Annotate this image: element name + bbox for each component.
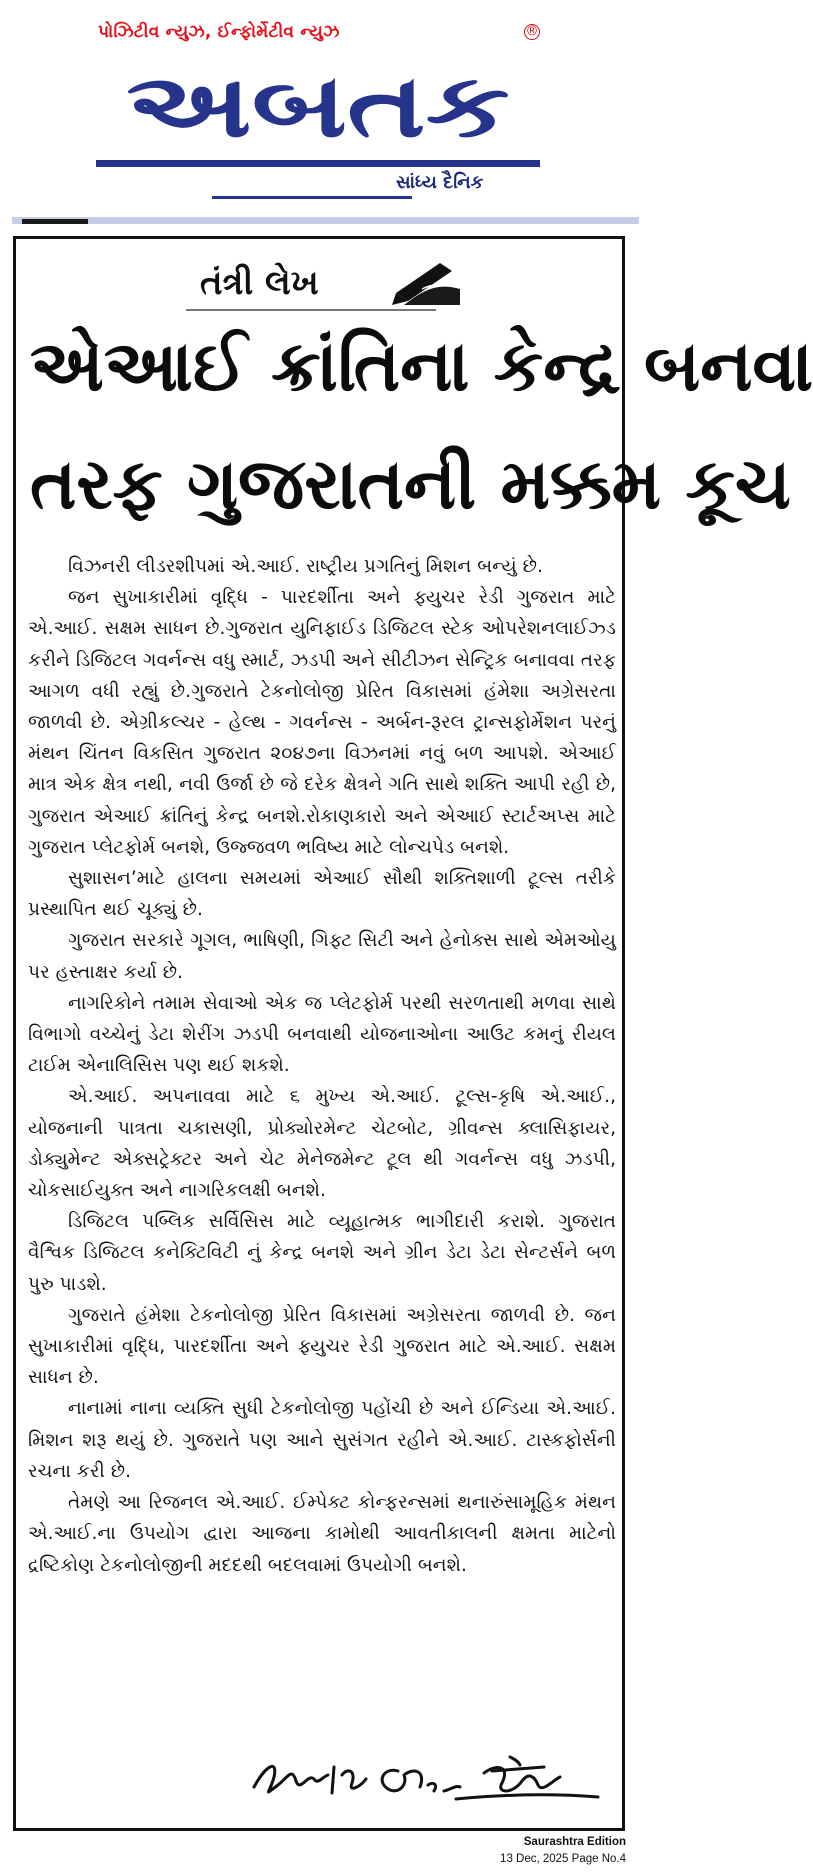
brand-logo: [96, 50, 540, 168]
header-divider-accent: [22, 219, 88, 224]
header-divider: [12, 217, 639, 224]
paragraph: એ.આઈ. અપનાવવા માટે ૬ મુખ્ય એ.આઈ. ટૂલ્સ-કૃષિ એ.આઈ., યોજનાની પાત્રતા ચકાસણી, પ્રોક્યોરમેન્ટ ચેટબોટ, ગ્રીવન્સ ક્લાસિફાયર, ડોક્યુમેન્ટ એક્સટ્રેક્ટર અને ચેટ મેનેજમેન્ટ ટૂલ થી ગવર્નન્સ વધુ ઝડપી, ચોકસાઈયુક્ત અને નાગરિકલક્ષી બનશે.: [28, 1086, 616, 1202]
logo-underline: [96, 160, 540, 167]
paragraph: તેમણે આ રિજનલ એ.આઈ. ઈમ્પેક્ટ કોન્ફરન્સમાં થનારુંસામૂહિક મંથન એ.આઈ.ના ઉપયોગ દ્વારા આજના કામોથી આવતીકાલની ક્ષમતા માટેનો દ્રષ્ટિકોણ ટેકનોલોજીની મદદથી બદલવામાં ઉપયોગી બનશે.: [28, 1492, 616, 1576]
edition-info: [500, 1834, 626, 1868]
masthead: [0, 0, 639, 215]
section-tag-underline: [186, 309, 436, 311]
edition-name: Saurashtra Edition: [523, 1836, 626, 1848]
paragraph: ગુજરાત સરકારે ગૂગલ, ભાષિણી, ગિફ્ટ સિટી અને હેનોક્સ સાથે એમઓયુ પર હસ્તાક્ષર કર્યા છે.: [28, 930, 616, 983]
headline-line-1: એઆઈ ક્રાંતિના કેન્દ્ર બનવા: [30, 325, 813, 407]
edition-type-label: સાંધ્ય દૈનિક: [396, 172, 484, 193]
paragraph: જન સુખાકારીમાં વૃદ્ધિ - પારદર્શીતા અને ફ્યુચર રેડી ગુજરાત માટે એ.આઈ. સક્ષમ સાધન છે.ગુજરાત યુનિફાઈડ ડિજિટલ સ્ટેક ઓપરેશનલાઈઝ્ડ કરીને ડિજિટલ ગવર્નન્સ વધુ સ્માર્ટ, ઝડપી અને સીટીઝન સેન્ટ્રિક બનાવવા તરફ આગળ વધી રહ્યું છે.ગુજરાતે ટેકનોલોજી પ્રેરિત વિકાસમાં હંમેશા અગ્રેસરતા જાળવી છે. એગ્રીકલ્ચર - હેલ્થ - ગવર્નન્સ - અર્બન-રૂરલ ટ્રાન્સફોર્મેશન પરનું મંથન ચિંતન વિકસિત ગુજરાત ૨૦૪૭ના વિઝનમાં નવું બળ આપશે. એઆઈ માત્ર એક ક્ષેત્ર નથી, નવી ઉર્જા છે જે દરેક ક્ષેત્રને ગતિ સાથે શક્તિ આપી રહી છે, ગુજરાત એઆઈ ક્રાંતિનું કેન્દ્ર બનશે.રોકાણકારો અને એઆઈ સ્ટાર્ટઅપ્સ માટે ગુજરાત પ્લેટફોર્મ બનશે, ઉજ્જવળ ભવિષ્ય માટે લોન્ચપેડ બનશે.: [28, 587, 616, 858]
paragraph: સુશાસન’માટે હાલના સમયમાં એઆઈ સૌથી શક્તિશાળી ટૂલ્સ તરીકે પ્રસ્થાપિત થઈ ચૂક્યું છે.: [28, 868, 616, 921]
article-body: [28, 551, 616, 1581]
paragraph: ડિજિટલ પબ્લિક સર્વિસિસ માટે વ્યૂહાત્મક ભાગીદારી કરાશે. ગુજરાત વૈશ્વિક ડિજિટલ કનેક્ટિવિટી નું કેન્દ્ર બનશે અને ગ્રીન ડેટા ડેટા સેન્ટર્સને બળ પુરુ પાડશે.: [28, 1211, 616, 1295]
paragraph: નાગરિકોને તમામ સેવાઓ એક જ પ્લેટફોર્મ પરથી સરળતાથી મળવા સાથે વિભાગો વચ્ચેનું ડેટા શેરીંગ ઝડપી બનવાથી યોજનાઓના આઉટ કમનું રીયલ ટાઈમ એનાલિસિસ પણ થઈ શકશે.: [28, 992, 616, 1077]
paragraph: વિઝનરી લીડરશીપમાં એ.આઈ. રાષ્ટ્રીય પ્રગતિનું મિશન બન્યું છે.: [68, 556, 543, 577]
evening-label-rule: [212, 196, 412, 199]
paragraph: નાનામાં નાના વ્યક્તિ સુધી ટેકનોલોજી પહોંચી છે અને ઈન્ડિયા એ.આઈ. મિશન શરૂ થયું છે. ગુજરાતે પણ આને સુસંગત રહીને એ.આઈ. ટાસ્કફોર્સની રચના કરી છે.: [28, 1398, 616, 1482]
brand-name: અબતક: [126, 54, 510, 157]
editorial-article: [13, 236, 813, 1831]
paragraph: ગુજરાતે હંમેશા ટેકનોલોજી પ્રેરિત વિકાસમાં અગ્રેસરતા જાળવી છે. જન સુખાકારીમાં વૃદ્ધિ, પારદર્શીતા અને ફ્યુચર રેડી ગુજરાત માટે એ.આઈ. સક્ષમ સાધન છે.: [28, 1304, 616, 1389]
edition-date-page: 13 Dec, 2025 Page No.4: [500, 1853, 626, 1865]
section-tag: તંત્રી લેખ: [200, 263, 319, 303]
headline-line-2: તરફ ગુજરાતની મક્કમ કૂચ: [30, 443, 791, 525]
author-signature: [248, 1737, 618, 1817]
pen-icon: [382, 259, 464, 309]
registered-mark: ®: [525, 24, 539, 39]
masthead-tagline: પોઝિટીવ ન્યુઝ, ઈન્ફોર્મેટીવ ન્યુઝ: [98, 22, 340, 42]
